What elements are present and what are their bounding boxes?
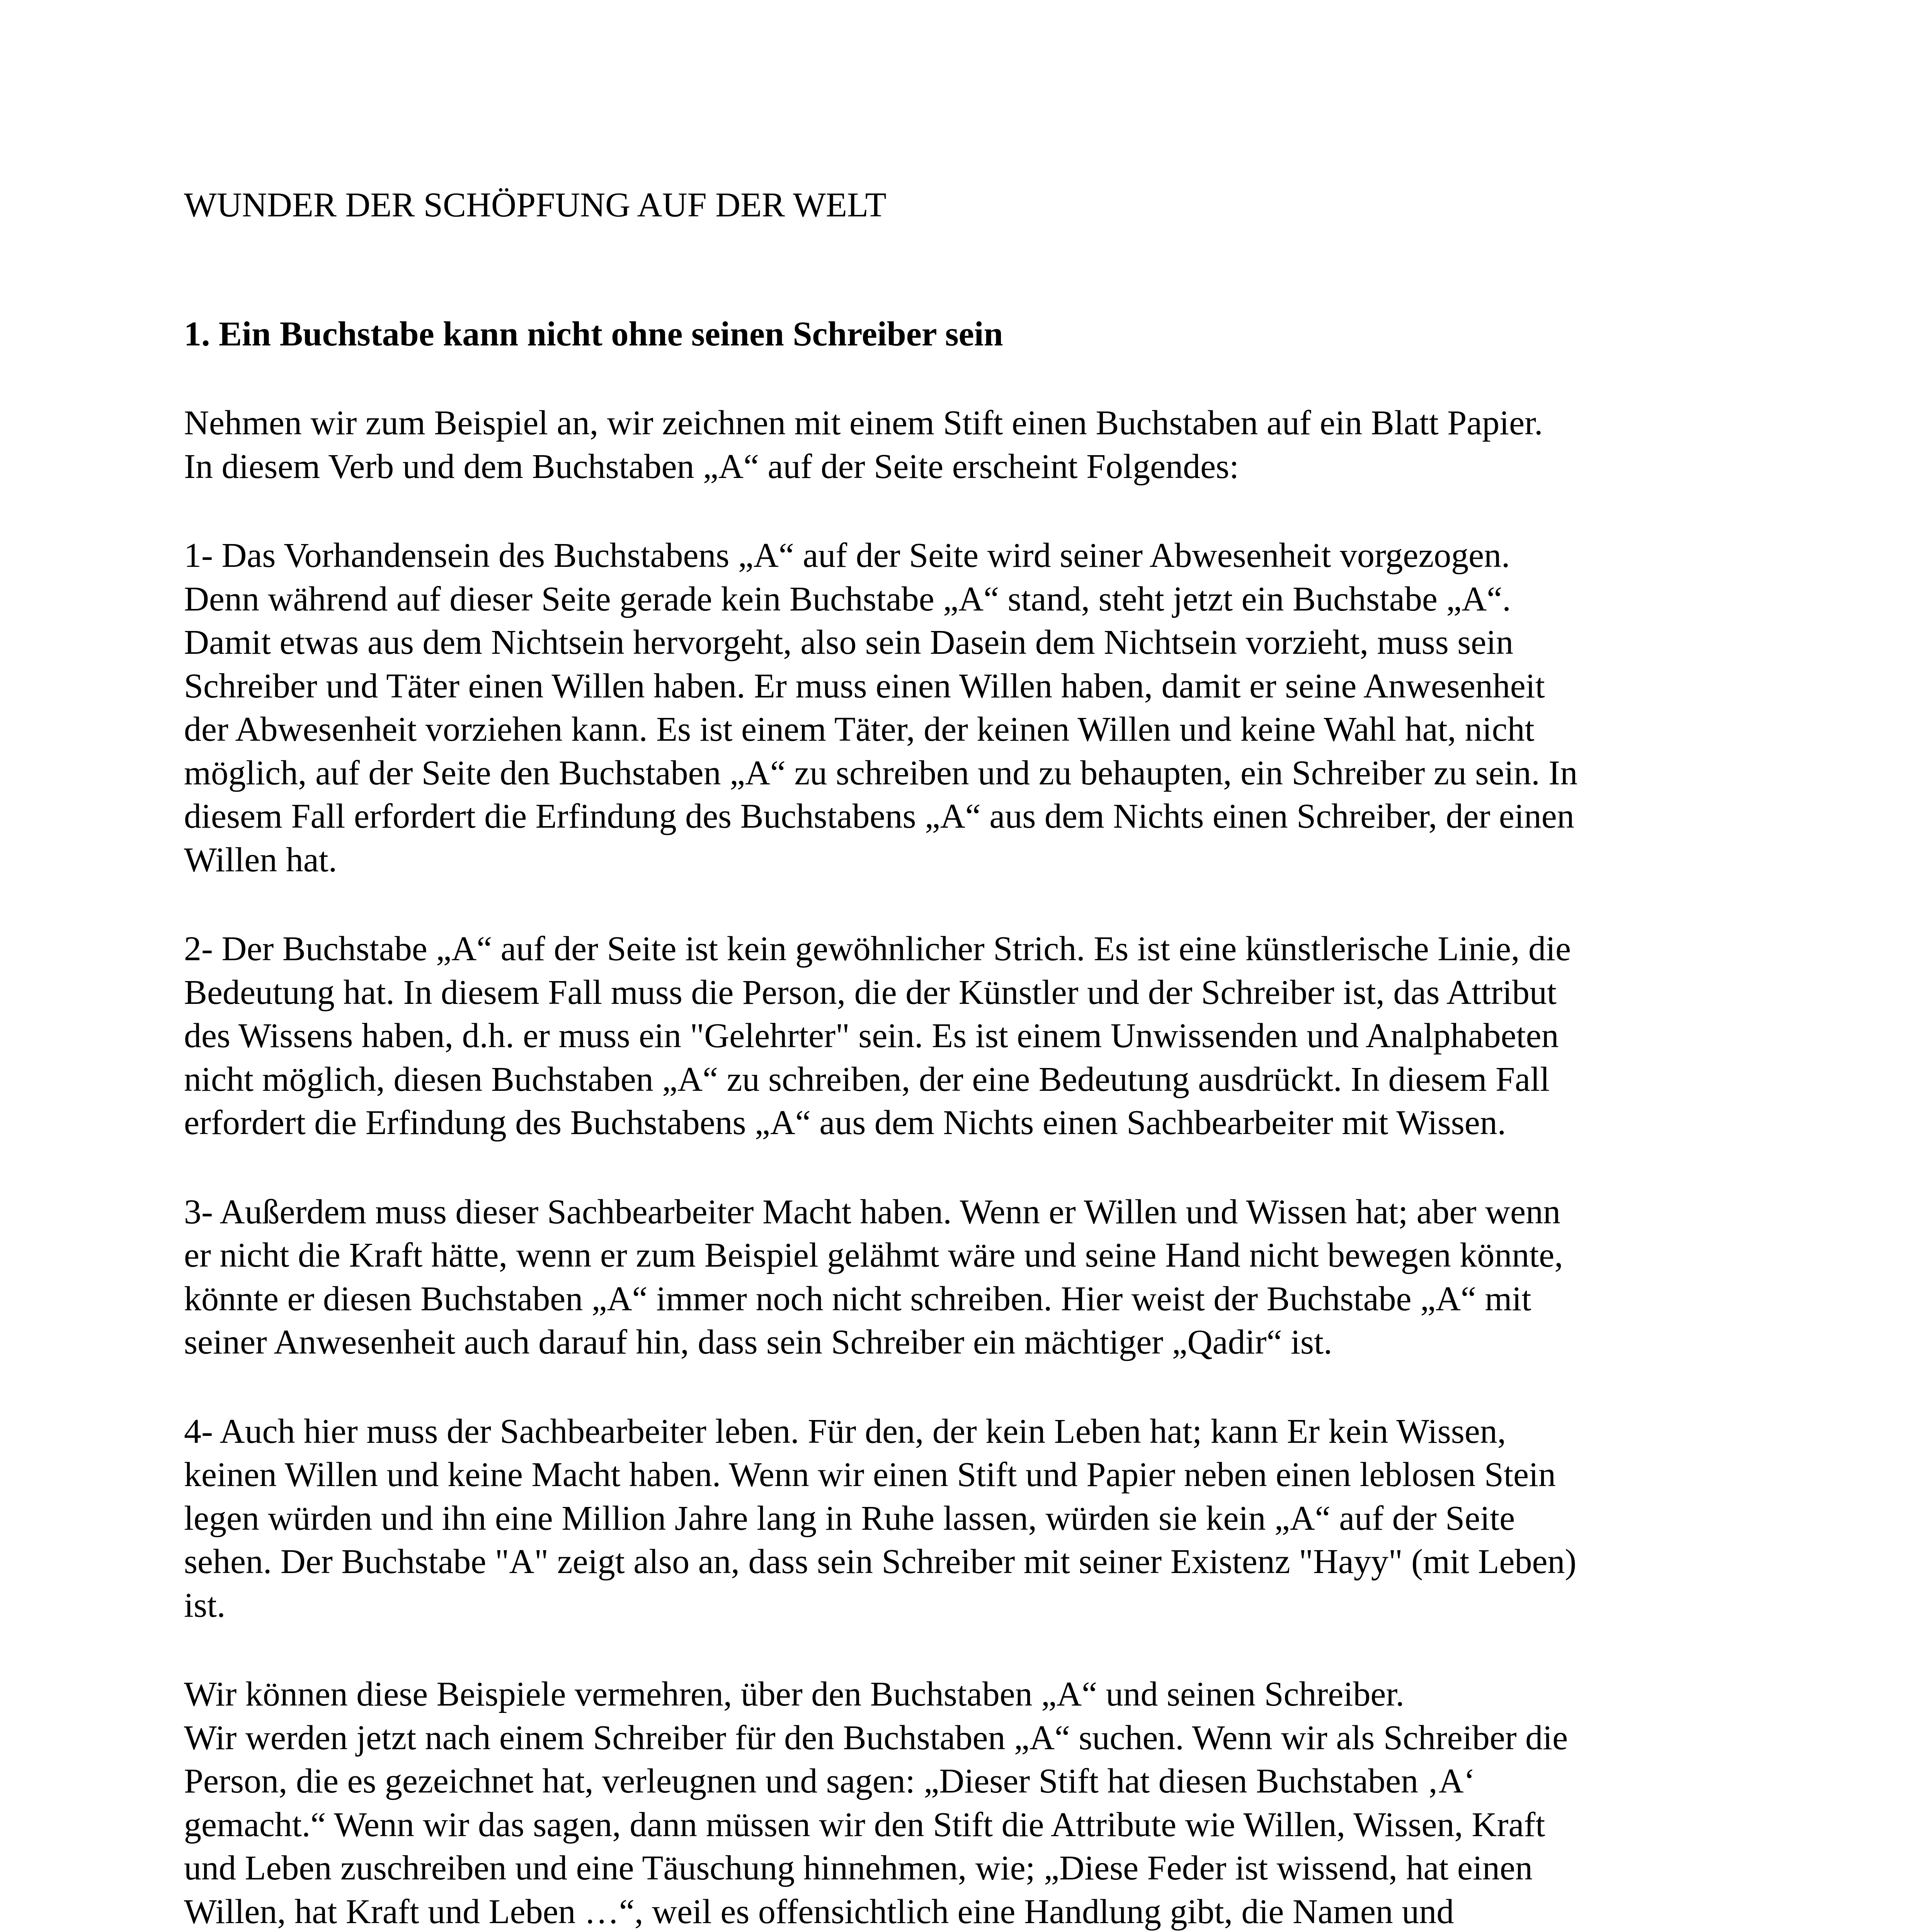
paragraph	[184, 1410, 1788, 1628]
paragraph	[184, 1673, 1788, 1932]
text-line: Wir werden jetzt nach einem Schreiber für den Buchstaben „A“ suchen. Wenn wir als Schreiber die	[184, 1718, 1568, 1757]
text-line: könnte er diesen Buchstaben „A“ immer noch nicht schreiben. Hier weist der Buchstabe „A“ mit	[184, 1279, 1531, 1318]
text-line: 3- Außerdem muss dieser Sachbearbeiter Macht haben. Wenn er Willen und Wissen hat; aber wenn	[184, 1192, 1560, 1231]
text-line: Wir können diese Beispiele vermehren, über den Buchstaben „A“ und seinen Schreiber.	[184, 1675, 1404, 1713]
text-line: Person, die es gezeichnet hat, verleugnen und sagen: „Dieser Stift hat diesen Buchstaben ‚A‘	[184, 1762, 1475, 1800]
text-line: Bedeutung hat. In diesem Fall muss die Person, die der Künstler und der Schreiber ist, das Attribut	[184, 973, 1557, 1012]
text-line: Nehmen wir zum Beispiel an, wir zeichnen mit einem Stift einen Buchstaben auf ein Blatt Papier.	[184, 404, 1543, 442]
text-line: möglich, auf der Seite den Buchstaben „A“ zu schreiben und zu behaupten, ein Schreiber zu sein. In	[184, 753, 1578, 792]
text-line: des Wissens haben, d.h. er muss ein "Gelehrter" sein. Es ist einem Unwissenden und Analphabeten	[184, 1017, 1559, 1055]
paragraph	[184, 927, 1788, 1145]
paragraph	[184, 401, 1788, 488]
text-line: seiner Anwesenheit auch darauf hin, dass sein Schreiber ein mächtiger „Qadir“ ist.	[184, 1323, 1332, 1361]
document-title: WUNDER DER SCHÖPFUNG AUF DER WELT	[184, 186, 887, 224]
text-line: legen würden und ihn eine Million Jahre lang in Ruhe lassen, würden sie kein „A“ auf der Seite	[184, 1499, 1515, 1537]
text-line: Damit etwas aus dem Nichtsein hervorgeht, also sein Dasein dem Nichtsein vorzieht, muss sein	[184, 623, 1514, 662]
text-line: nicht möglich, diesen Buchstaben „A“ zu schreiben, der eine Bedeutung ausdrückt. In diesem Fall	[184, 1060, 1550, 1099]
paragraph-list	[184, 401, 1788, 1932]
text-line: gemacht.“ Wenn wir das sagen, dann müssen wir den Stift die Attribute wie Willen, Wissen, Kraft	[184, 1805, 1545, 1844]
paragraph	[184, 1190, 1788, 1364]
text-line: Denn während auf dieser Seite gerade kein Buchstabe „A“ stand, steht jetzt ein Buchstabe „A“.	[184, 580, 1511, 618]
text-line: 1- Das Vorhandensein des Buchstabens „A“ auf der Seite wird seiner Abwesenheit vorgezogen.	[184, 536, 1510, 575]
text-line: keinen Willen und keine Macht haben. Wenn wir einen Stift und Papier neben einen leblosen Stein	[184, 1456, 1556, 1494]
text-line: Willen hat.	[184, 840, 337, 879]
text-line: In diesem Verb und dem Buchstaben „A“ auf der Seite erscheint Folgendes:	[184, 447, 1239, 486]
text-line: er nicht die Kraft hätte, wenn er zum Beispiel gelähmt wäre und seine Hand nicht bewegen könnte,	[184, 1236, 1563, 1274]
text-line: 2- Der Buchstabe „A“ auf der Seite ist kein gewöhnlicher Strich. Es ist eine künstlerische Linie, die	[184, 930, 1571, 968]
text-line: diesem Fall erfordert die Erfindung des Buchstabens „A“ aus dem Nichts einen Schreiber, der einen	[184, 797, 1574, 835]
text-line: erfordert die Erfindung des Buchstabens „A“ aus dem Nichts einen Sachbearbeiter mit Wissen.	[184, 1104, 1506, 1142]
text-line: Schreiber und Täter einen Willen haben. Er muss einen Willen haben, damit er seine Anwesenheit	[184, 667, 1545, 705]
text-line: Willen, hat Kraft und Leben …“, weil es offensichtlich eine Handlung gibt, die Namen und	[184, 1892, 1454, 1931]
text-line: ist.	[184, 1586, 226, 1624]
section-heading: 1. Ein Buchstabe kann nicht ohne seinen Schreiber sein	[184, 315, 1003, 353]
text-line: 4- Auch hier muss der Sachbearbeiter leben. Für den, der kein Leben hat; kann Er kein Wissen,	[184, 1412, 1506, 1451]
document-body	[184, 184, 1788, 1932]
paragraph	[184, 534, 1788, 882]
text-line: und Leben zuschreiben und eine Täuschung hinnehmen, wie; „Diese Feder ist wissend, hat einen	[184, 1849, 1533, 1887]
text-line: sehen. Der Buchstabe "A" zeigt also an, dass sein Schreiber mit seiner Existenz "Hayy" (mit Leben)	[184, 1543, 1577, 1581]
text-line: der Abwesenheit vorziehen kann. Es ist einem Täter, der keinen Willen und keine Wahl hat, nicht	[184, 710, 1535, 748]
